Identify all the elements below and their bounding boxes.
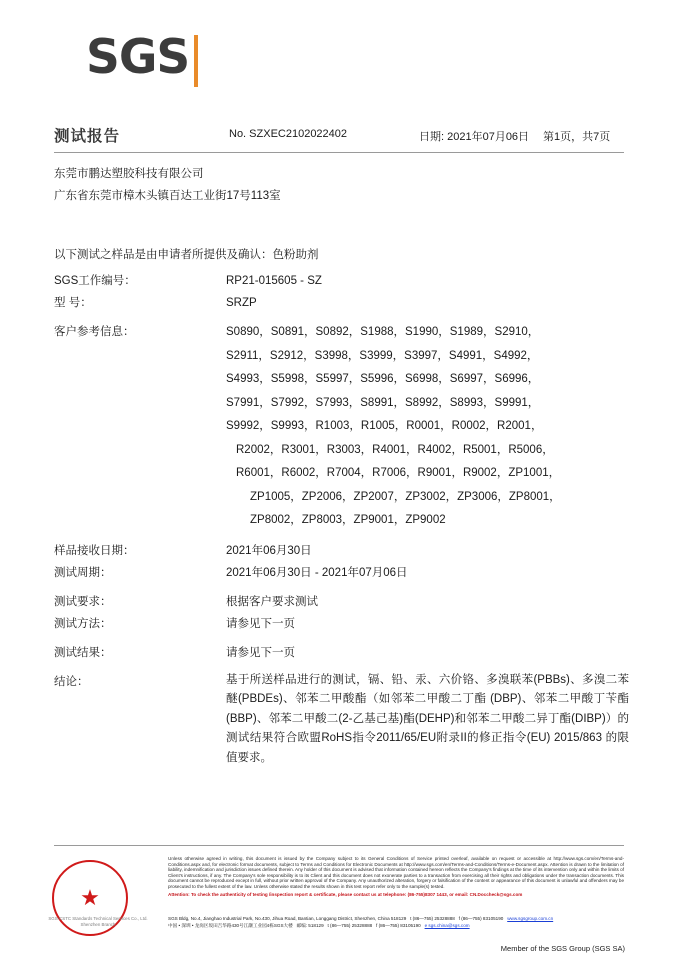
field-row <box>54 613 629 635</box>
footer-website[interactable]: www.sgsgroup.com.cn <box>507 916 554 921</box>
report-number: No. SZXEC2102022402 <box>229 128 348 140</box>
report-date: 日期: 2021年07月06日 <box>419 131 530 143</box>
footer-email[interactable]: e sgs.china@sgs.com <box>424 923 470 928</box>
sgs-logo-text: SGS <box>86 30 190 85</box>
field-value: 2021年06月30日 <box>226 544 312 557</box>
header-divider <box>54 152 624 153</box>
report-header <box>54 124 624 148</box>
field-label: 客户参考信息： <box>54 326 135 338</box>
company-name: 东莞市鹏达塑胶科技有限公司 <box>54 168 204 180</box>
report-fields <box>54 270 629 768</box>
footer-disclaimer <box>168 856 624 897</box>
list-item: S7991，S7992，S7993，S8991，S8992，S8993，S9991， <box>226 396 540 409</box>
field-label: 样品接收日期： <box>54 544 135 557</box>
sgs-logo-bar <box>194 35 198 87</box>
field-row <box>54 292 629 314</box>
field-label: 测试结果： <box>54 646 112 659</box>
field-row <box>54 270 629 292</box>
conclusion-row <box>54 671 629 769</box>
footer-address-en: SGS Bldg, No.4, Jianghao Industrial Park, No.430, Jihua Road, Bantian, Longgang District, Shenzhen, China 518129 t (86—755) 25328888 f (86—755) 83105190 www.sgsgroup.com.cn <box>168 916 554 921</box>
field-value: 2021年06月30日 - 2021年07月06日 <box>226 566 408 579</box>
list-item: S4993，S5998，S5997，S5996，S6998，S6997，S6996， <box>226 373 540 385</box>
field-label: 测试周期： <box>54 566 112 579</box>
list-item: R2002，R3001，R3003，R4001，R4002，R5001，R5006， <box>236 443 554 456</box>
sample-statement: 以下测试之样品是由申请者所提供及确认：色粉助剂 <box>54 249 319 261</box>
list-item: S0890，S0891，S0892，S1988，S1990，S1989，S2910， <box>226 326 540 338</box>
footer-attention: Attention: To check the authenticity of testing /inspection report & certificate, please contact us at telephone: (86-755)8307 1443, or email: CN.Doccheck@sgs.com <box>168 891 523 897</box>
list-item: S9992，S9993，R1003，R1005，R0001，R0002，R2001， <box>226 420 543 432</box>
field-row <box>54 591 629 613</box>
field-row <box>54 642 629 664</box>
disclaimer-text: Unless otherwise agreed in writing, this document is issued by the Company subject to its General Conditions of Service printed overleaf, available on request or accessible at http://www.sgs.com/en/Terms-and-Conditions.aspx and, for electronic format documents, subject to Terms and Conditions for Electronic Documents at http://www.sgs.com/en/Terms-and-Conditions/Terms-e-Document.aspx. Attention is drawn to the limitation of liability, indemnification and jurisdiction issues defined therein. Any holder of this document is advised that information contained hereon reflects the Company's findings at the time of its intervention only and within the limits of Client's instructions, if any. The Company's sole responsibility is to its Client and this document does not exonerate parties to a transaction from exercising all their rights and obligations under the transaction documents. This document cannot be reproduced except in full, without prior written approval of the Company. Any unauthorized alteration, forgery or falsification of the content or appearance of this document is unlawful and offenders may be prosecuted to the fullest extent of the law. Unless otherwise stated the results shown in this test report refer only to the sample(s) tested. <box>168 856 624 889</box>
field-value: RP21-015605 - SZ <box>226 275 322 287</box>
field-value: 根据客户要求测试 <box>226 595 318 608</box>
list-item: S2911，S2912，S3998，S3999，S3997，S4991，S4992， <box>226 349 539 362</box>
page-title: 测试报告 <box>54 128 121 145</box>
customer-reference-row <box>54 321 629 533</box>
footer-member: Member of the SGS Group (SGS SA) <box>500 944 625 953</box>
field-label: SGS工作编号： <box>54 275 136 287</box>
company-block <box>54 163 281 207</box>
footer-divider <box>54 845 624 846</box>
field-label: 测试要求： <box>54 595 112 608</box>
star-icon: ★ <box>80 885 100 910</box>
field-label: 型 号： <box>54 297 92 309</box>
sgs-logo <box>86 30 196 89</box>
footer-address <box>168 915 624 929</box>
field-label: 结论： <box>54 675 89 688</box>
seal-caption: SGS-CSTC Standards Technical Services Co., Ltd. Shenzhen Branch <box>48 916 148 927</box>
field-value: 请参见下一页 <box>226 646 295 659</box>
list-item: ZP1005，ZP2006，ZP2007，ZP3002，ZP3006，ZP8001， <box>250 490 561 503</box>
customer-reference-list <box>226 321 629 533</box>
list-item: ZP8002，ZP8003，ZP9001，ZP9002 <box>250 514 446 526</box>
page-counter: 第1页，共7页 <box>543 131 611 143</box>
field-label: 测试方法： <box>54 617 112 630</box>
company-seal <box>44 858 152 938</box>
field-row <box>54 540 629 562</box>
footer-address-cn: 中国 • 深圳 • 龙岗区坂田吉华路430号江灏工业园4栋SGS大楼 邮编: 518129 t (86—755) 25328888 f (86—755) 83105190 e sgs.china@sgs.com <box>168 923 470 928</box>
field-value: 请参见下一页 <box>226 617 295 630</box>
company-address: 广东省东莞市樟木头镇百达工业街17号113室 <box>54 190 281 202</box>
field-row <box>54 562 629 584</box>
conclusion-text: 基于所送样品进行的测试，镉、铅、汞、六价铬、多溴联苯(PBBs)、多溴二苯醚(PBDEs)、邻苯二甲酸酯（如邻苯二甲酸二丁酯 (DBP)、邻苯二甲酸丁苄酯(BBP)、邻苯二甲酸二(2-乙基己基)酯(DEHP)和邻苯二甲酸二异丁酯(DIBP)）的测试结果符合欧盟RoHS指令2011/65/EU附录II的修正指令(EU) 2015/863 的限值要求。 <box>226 673 629 764</box>
list-item: R6001，R6002，R7004，R7006，R9001，R9002，ZP1001， <box>236 467 561 479</box>
field-value: SRZP <box>226 297 257 309</box>
